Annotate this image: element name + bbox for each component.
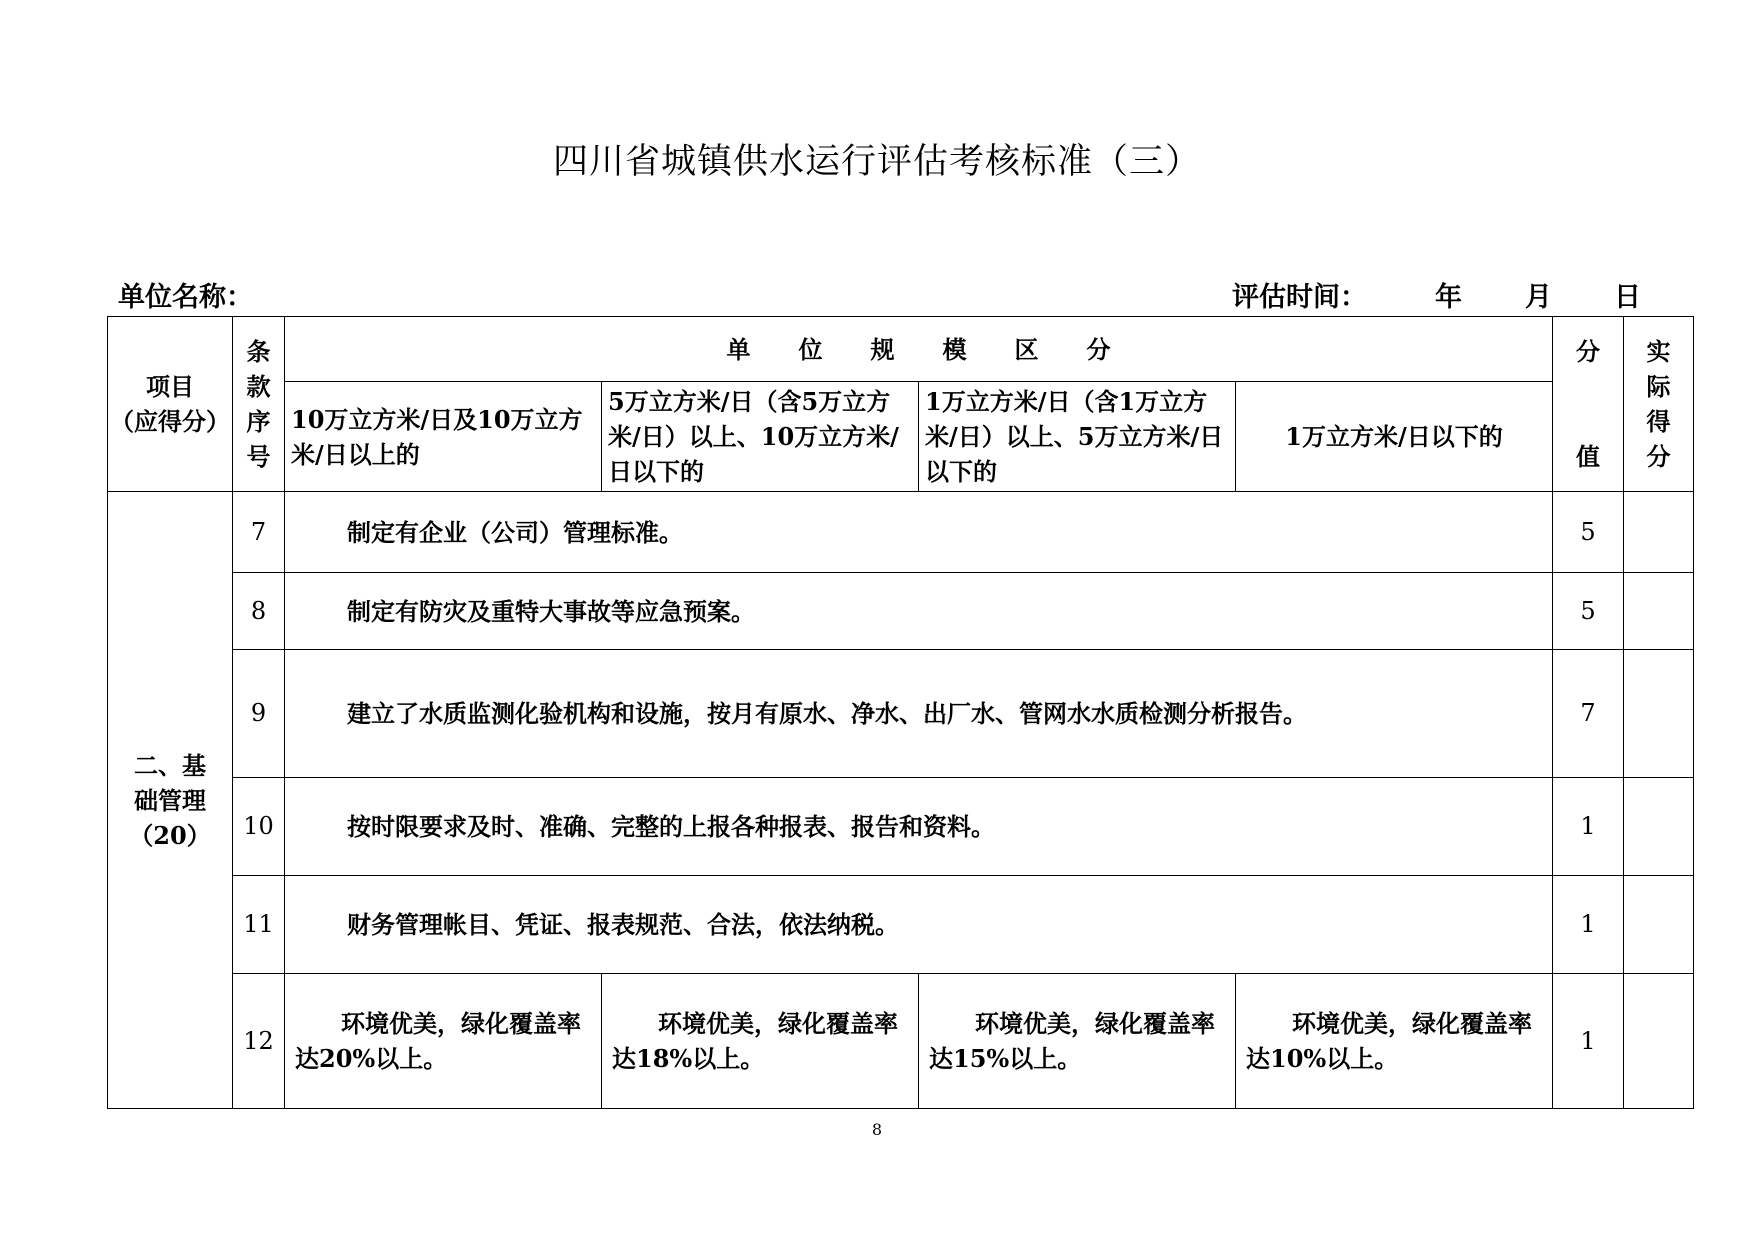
clause-number: 7 [233, 492, 285, 573]
eval-day-label: 日 [1614, 282, 1641, 313]
clause-number: 12 [233, 974, 285, 1109]
clause-number: 9 [233, 650, 285, 778]
eval-year-label: 年 [1435, 282, 1462, 313]
score-value: 1 [1553, 876, 1624, 974]
header-actual-char: 得 [1646, 407, 1671, 436]
table-row [108, 650, 1694, 778]
clause-text: 制定有企业（公司）管理标准。 [285, 492, 1553, 573]
header-actual-char: 分 [1646, 442, 1671, 471]
header-scale: 单位规模区分 [285, 317, 1553, 382]
header-clause-char: 条 [246, 337, 271, 366]
header-project-label: 项目 [146, 372, 194, 401]
actual-score-cell [1624, 650, 1694, 778]
green-coverage-level-2 [602, 974, 919, 1109]
header-clause-number [233, 317, 285, 492]
header-project-sub: （应得分） [110, 407, 230, 436]
eval-time-label: 评估时间： [1232, 282, 1367, 313]
table-row [108, 492, 1694, 573]
green-coverage-threshold: 达10%以上。 [1246, 1044, 1399, 1073]
header-clause-char: 号 [246, 442, 271, 471]
score-value: 5 [1553, 573, 1624, 650]
category-line: 二、基 [134, 750, 206, 780]
clause-number: 8 [233, 573, 285, 650]
actual-score-cell [1624, 876, 1694, 974]
clause-text: 财务管理帐目、凭证、报表规范、合法，依法纳税。 [285, 876, 1553, 974]
header-score-char: 分 [1576, 337, 1600, 366]
actual-score-cell [1624, 974, 1694, 1109]
green-coverage-threshold: 达18%以上。 [612, 1044, 765, 1073]
clause-text: 建立了水质监测化验机构和设施，按月有原水、净水、出厂水、管网水水质检测分析报告。 [285, 650, 1553, 778]
actual-score-cell [1624, 778, 1694, 876]
header-actual-char: 际 [1646, 372, 1671, 401]
category-basic-management [108, 492, 233, 1109]
header-actual-char: 实 [1646, 337, 1671, 366]
header-clause-char: 款 [246, 372, 271, 401]
score-value: 5 [1553, 492, 1624, 573]
score-value: 7 [1553, 650, 1624, 778]
green-coverage-text: 环境优美，绿化覆盖率 [1292, 1009, 1532, 1038]
table-row [108, 778, 1694, 876]
score-value: 1 [1553, 974, 1624, 1109]
table-row [108, 974, 1694, 1109]
score-value: 1 [1553, 778, 1624, 876]
green-coverage-threshold: 达20%以上。 [295, 1044, 448, 1073]
header-actual-score [1624, 317, 1694, 492]
assessment-table [107, 316, 1694, 1109]
table-row [108, 573, 1694, 650]
green-coverage-text: 环境优美，绿化覆盖率 [658, 1009, 898, 1038]
green-coverage-level-3 [919, 974, 1236, 1109]
eval-month-label: 月 [1525, 282, 1552, 313]
table-row [108, 876, 1694, 974]
unit-name-label: 单位名称： [118, 282, 253, 313]
clause-text: 按时限要求及时、准确、完整的上报各种报表、报告和资料。 [285, 778, 1553, 876]
green-coverage-level-1 [285, 974, 602, 1109]
page-title: 四川省城镇供水运行评估考核标准（三） [552, 142, 1201, 182]
scale-level-1: 10万立方米/日及10万立方米/日以上的 [285, 382, 602, 492]
clause-number: 10 [233, 778, 285, 876]
scale-level-2: 5万立方米/日（含5万立方米/日）以上、10万立方米/日以下的 [602, 382, 919, 492]
header-project [108, 317, 233, 492]
page-number: 8 [871, 1120, 883, 1139]
header-score-char: 值 [1576, 442, 1600, 471]
scale-level-3: 1万立方米/日（含1万立方米/日）以上、5万立方米/日以下的 [919, 382, 1236, 492]
header-score [1553, 317, 1624, 492]
clause-number: 11 [233, 876, 285, 974]
green-coverage-text: 环境优美，绿化覆盖率 [975, 1009, 1215, 1038]
green-coverage-text: 环境优美，绿化覆盖率 [341, 1009, 581, 1038]
category-line: （20） [129, 820, 211, 850]
green-coverage-level-4 [1236, 974, 1553, 1109]
clause-text: 制定有防灾及重特大事故等应急预案。 [285, 573, 1553, 650]
scale-level-4: 1万立方米/日以下的 [1236, 382, 1553, 492]
actual-score-cell [1624, 573, 1694, 650]
green-coverage-threshold: 达15%以上。 [929, 1044, 1082, 1073]
actual-score-cell [1624, 492, 1694, 573]
category-line: 础管理 [134, 785, 206, 815]
header-clause-char: 序 [246, 407, 271, 436]
